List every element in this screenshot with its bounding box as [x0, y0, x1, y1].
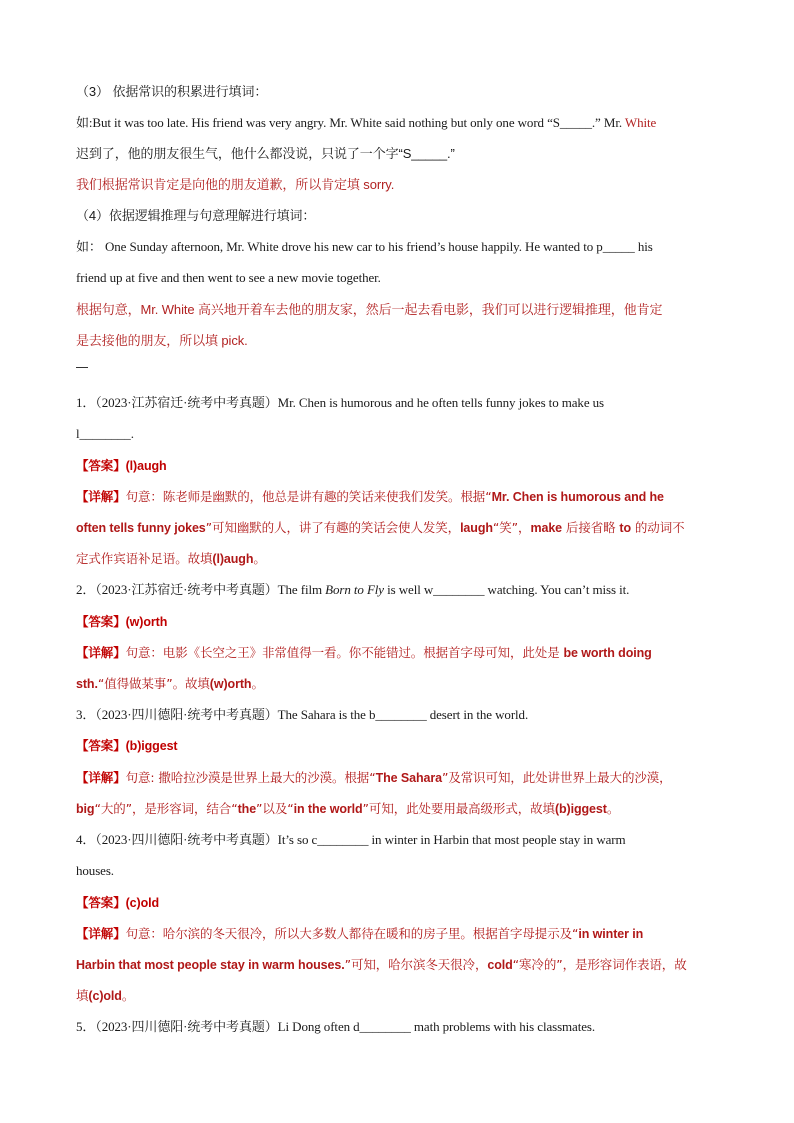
answer-label: 【答案】: [76, 895, 126, 910]
detail-text: ”以及“: [256, 801, 294, 816]
detail-text: 的动词不: [631, 520, 685, 535]
detail-text: ”及常识可知，此处讲世界上最大的沙漠，: [441, 770, 672, 785]
detail-keyword: laugh: [460, 521, 493, 535]
question-2-text: 2．（2023·江苏宿迁·统考中考真题）The film: [76, 582, 326, 597]
detail-keyword: (l)augh: [212, 552, 254, 566]
question-4-line2: [76, 861, 726, 881]
detail-keyword: be worth doing: [563, 646, 652, 660]
detail-keyword: Mr. Chen is humorous and he: [491, 490, 664, 504]
detail-keyword: The Sahara: [375, 771, 442, 785]
detail-keyword: the: [237, 802, 257, 816]
detail-text: “笑”，: [492, 520, 531, 535]
detail-text: 。: [253, 551, 266, 566]
tip3-explain: [76, 175, 726, 195]
detail-keyword: in the world: [293, 802, 363, 816]
tip4-example-line2: [76, 268, 726, 288]
detail-keyword: often tells funny jokes: [76, 521, 206, 535]
tip3-explain-text: 我们根据常识肯定是向他的朋友道歉，所以肯定填 sorry.: [76, 177, 395, 192]
question-5-line1: [76, 1017, 726, 1037]
detail-keyword: (b)iggest: [554, 802, 607, 816]
question-2-film-title: Born to Fly: [325, 582, 384, 597]
tip3-example-en-red: White: [624, 115, 657, 130]
tip4-explain-line1-text: 根据句意，Mr. White 高兴地开着车去他的朋友家，然后一起去看电影，我们可以进行逻辑推理，他肯定: [76, 302, 663, 317]
detail-keyword: big: [76, 802, 95, 816]
question-4-detail-line2: [76, 955, 726, 975]
tip3-example-cn-text: 迟到了，他的朋友很生气，他什么都没说，只说了一个字“S_____.”: [76, 146, 455, 161]
question-5-text: 5．（2023·四川德阳·统考中考真题）Li Dong often d________ math problems with his classmates.: [76, 1019, 596, 1034]
tip3-example-cn: [76, 144, 726, 164]
detail-keyword: (c)old: [88, 989, 122, 1003]
detail-keyword: sth.: [76, 677, 98, 691]
detail-text: “大的”，是形容词，结合“: [94, 801, 238, 816]
detail-text: 填: [76, 988, 89, 1003]
tip4-example-line1: [76, 237, 726, 257]
detail-text: 。: [606, 801, 620, 816]
answer-label: 【答案】: [76, 458, 126, 473]
detail-keyword: (w)orth: [209, 677, 252, 691]
question-1-detail-line1: [76, 487, 726, 507]
detail-text: 定式作宾语补足语。故填: [76, 551, 213, 566]
detail-text: “寒冷的”，是形容词作表语，故: [512, 957, 687, 972]
question-1-answer: [76, 456, 726, 476]
question-2-answer: [76, 612, 726, 632]
question-3-detail-line1: [76, 768, 726, 788]
answer-value: (c)old: [125, 896, 160, 910]
tip4-title-text: （4）依据逻辑推理与句意理解进行填词：: [76, 208, 316, 223]
detail-text: ”可知，此处要用最高级形式，故填: [362, 801, 555, 816]
detail-keyword: cold: [487, 958, 513, 972]
detail-text: 句意: 撒哈拉沙漠是世界上最大的沙漠。根据“: [125, 770, 376, 785]
tip3-example-en: [76, 113, 726, 133]
question-3-text: 3．（2023·四川德阳·统考中考真题）The Sahara is the b________ desert in the world.: [76, 707, 529, 722]
detail-keyword: to: [619, 521, 632, 535]
detail-text: 后接省略: [562, 520, 620, 535]
tip3-title: [76, 82, 726, 102]
tip4-example-line2-text: friend up at five and then went to see a new movie together.: [76, 270, 381, 285]
question-2-detail-line1: [76, 643, 726, 663]
detail-text: 句意：电影《长空之王》非常值得一看。你不能错过。根据首字母可知，此处是: [125, 645, 564, 660]
question-4-text-rest: houses.: [76, 863, 114, 878]
detail-text: 句意：哈尔滨的冬天很冷，所以大多数人都待在暖和的房子里。根据首字母提示及“: [125, 926, 579, 941]
detail-label: 【详解】: [76, 926, 126, 941]
question-1-blank: l________.: [76, 426, 134, 441]
detail-label: 【详解】: [76, 645, 126, 660]
tip4-explain-line2-text: 是去接他的朋友，所以填 pick.: [76, 333, 248, 348]
tip4-title: [76, 206, 726, 226]
question-4-text: 4．（2023·四川德阳·统考中考真题）It’s so c________ in winter in Harbin that most people stay in warm: [76, 832, 626, 847]
tip3-example-en-text: 如:But it was too late. His friend was very angry. Mr. White said nothing but only one word “S_____.” Mr.: [76, 115, 625, 130]
separator-dash: [76, 367, 88, 368]
question-2-detail-line2: [76, 674, 726, 694]
detail-keyword: Harbin that most people stay in warm houses.: [76, 958, 345, 972]
detail-text: “值得做某事”。故填: [97, 676, 210, 691]
detail-keyword: in winter in: [578, 927, 644, 941]
question-1-line1: [76, 393, 726, 413]
question-1-detail-line2: [76, 518, 726, 538]
question-1-text: 1．（2023·江苏宿迁·统考中考真题）Mr. Chen is humorous and he often tells funny jokes to make us: [76, 395, 605, 410]
detail-label: 【详解】: [76, 489, 126, 504]
question-4-answer: [76, 893, 726, 913]
tip4-explain-line1: [76, 300, 726, 320]
tip3-title-text: （3） 依据常识的积累进行填词：: [76, 84, 268, 99]
question-4-detail-line3: [76, 986, 726, 1006]
question-2-text-rest: is well w________ watching. You can’t miss it.: [383, 582, 630, 597]
detail-text: 。: [251, 676, 264, 691]
question-3-answer: [76, 736, 726, 756]
answer-label: 【答案】: [76, 738, 126, 753]
question-4-line1: [76, 830, 726, 850]
tip4-example-line1-text: 如： One Sunday afternoon, Mr. White drove his new car to his friend’s house happily. He wanted to p_____ his: [76, 239, 653, 254]
question-2-line1: [76, 580, 726, 600]
question-3-line1: [76, 705, 726, 725]
answer-value: (l)augh: [125, 459, 167, 473]
detail-text: 。: [121, 988, 135, 1003]
detail-keyword: make: [530, 521, 563, 535]
answer-value: (w)orth: [125, 615, 168, 629]
question-1-detail-line3: [76, 549, 726, 569]
detail-text: ”可知幽默的人，讲了有趣的笑话会使人发笑，: [205, 520, 461, 535]
detail-label: 【详解】: [76, 770, 126, 785]
detail-text: ”可知，哈尔滨冬天很冷，: [344, 957, 488, 972]
question-4-detail-line1: [76, 924, 726, 944]
question-3-detail-line2: [76, 799, 726, 819]
detail-text: 句意：陈老师是幽默的，他总是讲有趣的笑话来使我们发笑。根据“: [125, 489, 492, 504]
question-1-line2: [76, 424, 726, 444]
answer-value: (b)iggest: [125, 739, 178, 753]
answer-label: 【答案】: [76, 614, 126, 629]
tip4-explain-line2: [76, 331, 726, 351]
